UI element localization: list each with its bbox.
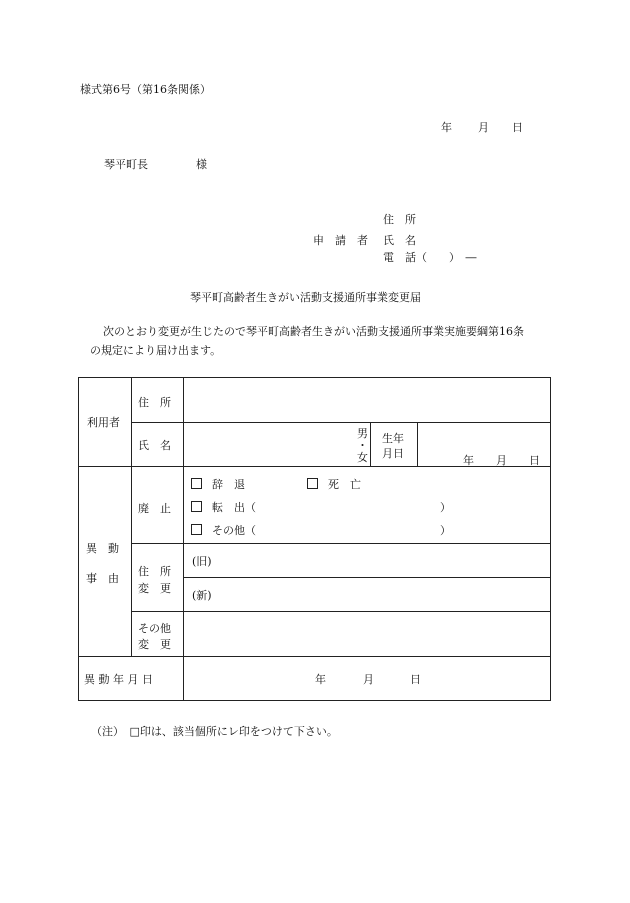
option-withdraw[interactable] <box>191 476 245 492</box>
new-address-label: (新) <box>192 589 212 602</box>
new-address-field[interactable] <box>218 579 548 610</box>
date-month-label: 月 <box>478 121 489 134</box>
other-change-field[interactable] <box>185 613 549 655</box>
change-date-label: 異 動 年 月 日 <box>84 673 153 686</box>
change-date-year[interactable]: 年 <box>315 673 326 686</box>
gender-female[interactable]: 女 <box>357 451 368 464</box>
other-close-paren: ） <box>440 524 451 537</box>
checkbox-withdraw[interactable] <box>191 478 202 489</box>
date-year-label: 年 <box>441 121 452 134</box>
gender-male[interactable]: 男 <box>357 427 368 440</box>
change-date-month[interactable]: 月 <box>363 673 374 686</box>
applicant-name-label: 氏 名 <box>383 234 416 247</box>
other-change-label-2: 変 更 <box>138 638 171 651</box>
dob-label-2: 月日 <box>382 447 404 460</box>
change-section-label-1: 異 動 <box>86 542 119 555</box>
other-change-label-1: その他 <box>138 622 171 635</box>
address-change-label-1: 住 所 <box>138 565 171 578</box>
user-name-field[interactable] <box>185 424 355 465</box>
applicant-phone-label: 電 話（ ） ― <box>383 251 477 264</box>
checkbox-death[interactable] <box>307 478 318 489</box>
change-section-label-2: 事 由 <box>86 572 119 585</box>
option-move-out-label: 転 出（ <box>212 501 256 514</box>
checkbox-move-out[interactable] <box>191 501 202 512</box>
dob-label-1: 生年 <box>382 432 404 445</box>
option-death[interactable] <box>307 476 361 492</box>
user-name-label: 氏 名 <box>138 439 171 452</box>
applicant-label: 申 請 者 <box>313 234 368 247</box>
change-date-day[interactable]: 日 <box>410 673 421 686</box>
document-title: 琴平町高齢者生きがい活動支援通所事業変更届 <box>190 291 421 304</box>
body-line-1: 次のとおり変更が生じたので琴平町高齢者生きがい活動支援通所事業実施要綱第16条 <box>103 325 524 338</box>
gender-dot: ・ <box>357 439 368 452</box>
footnote: （注） □印は、該当個所にレ印をつけて下さい。 <box>91 725 338 738</box>
user-section-label: 利用者 <box>87 416 120 429</box>
option-other-label: その他（ <box>212 524 256 537</box>
checkbox-other[interactable] <box>191 524 202 535</box>
user-address-label: 住 所 <box>138 396 171 409</box>
form-number: 様式第6号（第16条関係） <box>80 83 211 96</box>
option-other[interactable] <box>191 522 256 538</box>
option-death-label: 死 亡 <box>328 478 361 491</box>
old-address-field[interactable] <box>218 545 548 576</box>
change-form-table <box>78 377 551 701</box>
address-change-label-2: 変 更 <box>138 582 171 595</box>
body-line-2: の規定により届け出ます。 <box>90 344 222 357</box>
applicant-address-label: 住 所 <box>383 213 416 226</box>
date-day-label: 日 <box>512 121 523 134</box>
move-out-close-paren: ） <box>440 501 451 514</box>
addressee: 琴平町長 <box>104 158 148 171</box>
option-withdraw-label: 辞 退 <box>212 478 245 491</box>
user-address-field[interactable] <box>185 379 549 421</box>
abolition-label: 廃 止 <box>138 502 171 515</box>
option-move-out[interactable] <box>191 499 256 515</box>
dob-value[interactable]: 年 月 日 <box>463 454 540 467</box>
honorific: 様 <box>196 158 207 171</box>
old-address-label: (旧) <box>192 555 212 568</box>
